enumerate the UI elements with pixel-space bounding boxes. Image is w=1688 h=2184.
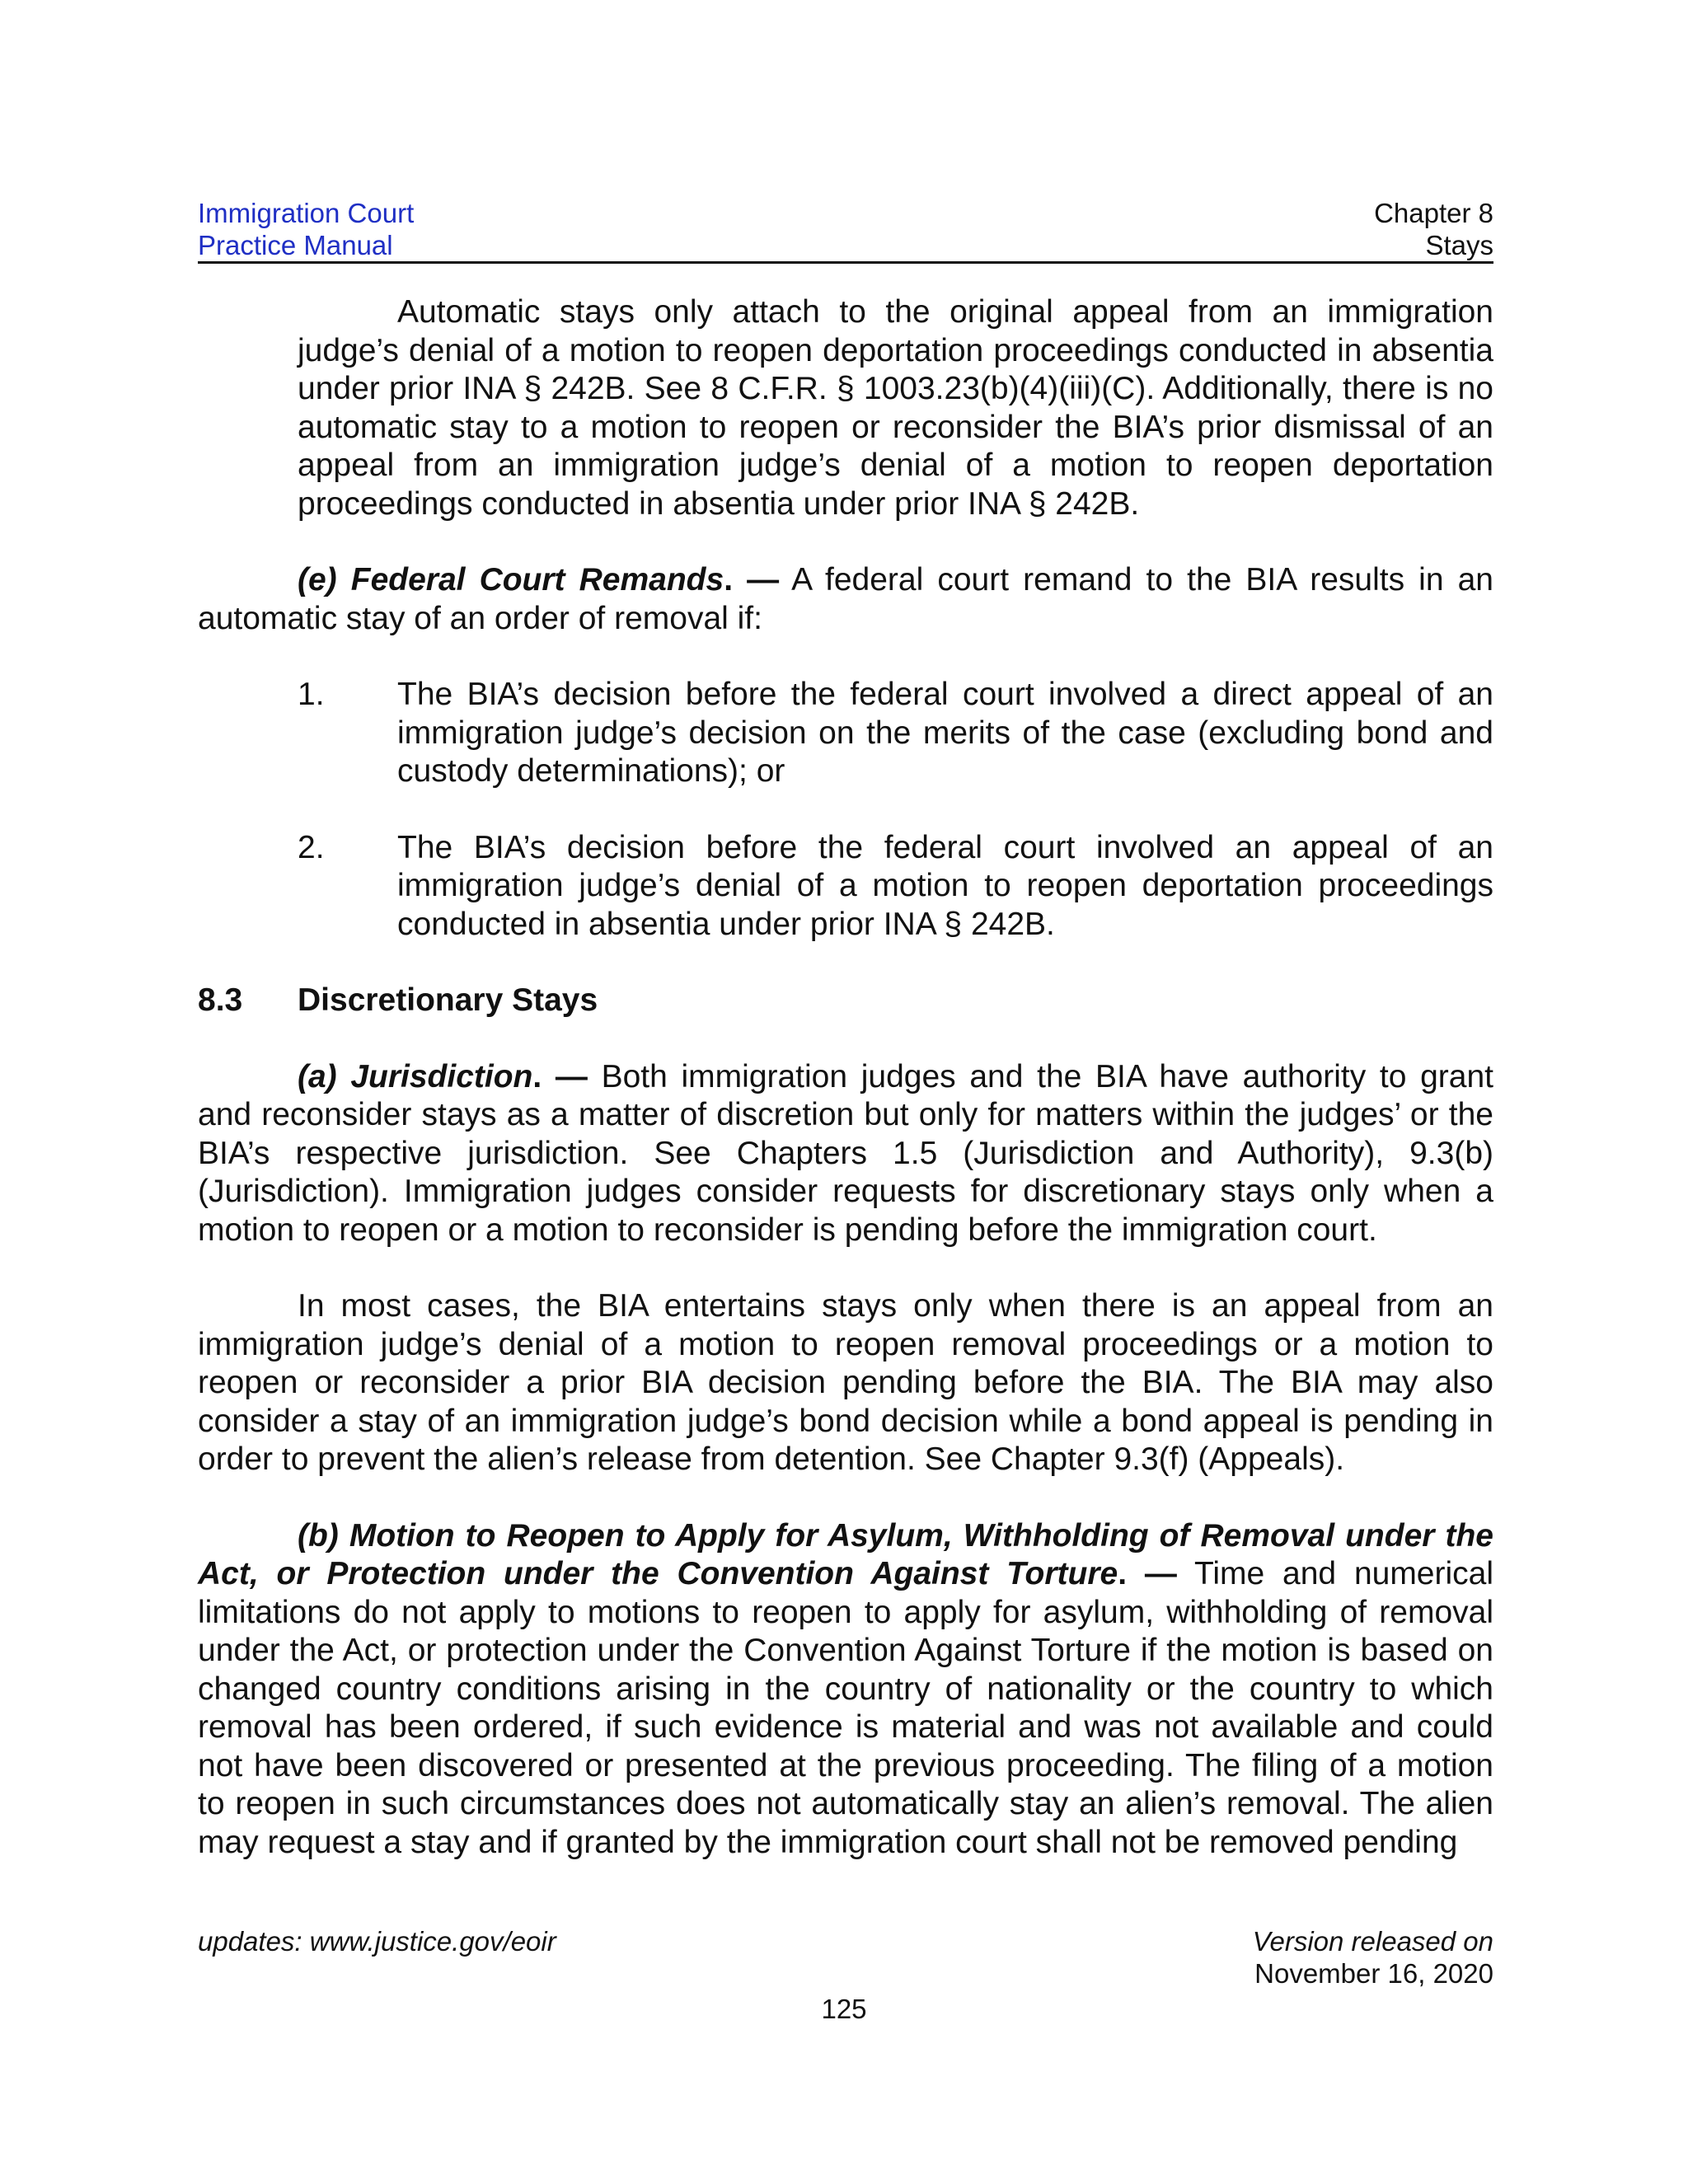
list-item-number: 1.	[298, 677, 325, 712]
page-header	[198, 197, 1493, 264]
subheading-jurisdiction: (a) Jurisdiction	[298, 1058, 533, 1094]
page-number: 125	[821, 1994, 867, 2024]
section-number: 8.3	[198, 982, 243, 1018]
header-title-line1: Immigration Court	[198, 198, 415, 228]
paragraph-most-cases: In most cases, the BIA entertains stays only when there is an appeal from an immigration judge’s denial of a motion to reopen removal proceedings or a motion to reopen or reconsider a prior BIA decision pending before the BIA. The BIA may also consider a stay of an immigration judge’s bond decision while a bond appeal is pending in order to prevent the alien’s release from detention. See Chapter 9.3(f) (Appeals).	[198, 1288, 1493, 1477]
header-chapter-title: Stays	[1425, 230, 1493, 260]
list-item	[298, 676, 1493, 791]
subheading-dash: . —	[724, 562, 780, 598]
paragraph-jurisdiction	[198, 1058, 1493, 1250]
header-chapter	[1374, 197, 1493, 261]
footer-version-date: November 16, 2020	[1254, 1958, 1493, 1989]
section-heading	[198, 982, 1493, 1020]
paragraph-automatic-stays: Automatic stays only attach to the original appeal from an immigration judge’s denial of a motion to reopen deportation proceedings conducted in absentia under prior INA § 242B. See 8 C.F.R. § 1003.23(b)(4)(iii)(C). Additionally, there is no automatic stay to a motion to reopen or reconsider the BIA’s prior dismissal of an appeal from an immigration judge’s denial of a motion to reopen deportation proceedings conducted in absentia under prior INA § 242B.	[298, 294, 1493, 522]
header-manual-title	[198, 197, 414, 261]
subheading-motion-to-reopen: (b) Motion to Reopen to Apply for Asylum, Withholding of Removal under the Act, or Protection under the Convention Against Torture	[198, 1517, 1493, 1591]
header-title-line2: Practice Manual	[198, 230, 393, 260]
paragraph-text: Both immigration judges and the BIA have authority to grant and reconsider stays as a matter of discretion but only for matters within the judges’ or the BIA’s respective jurisdiction. See Chapters 1.5 (Jurisdiction and Authority), 9.3(b) (Jurisdiction). Immigration judges consider requests for discretionary stays only when a motion to reopen or a motion to reconsider is pending before the immigration court.	[198, 1058, 1494, 1248]
subheading-federal-court-remands: (e) Federal Court Remands	[298, 562, 724, 598]
list-item-text: The BIA’s decision before the federal court involved an appeal of an immigration judge’s denial of a motion to reopen deportation proceedings conducted in absentia under prior INA § 242B.	[397, 829, 1493, 942]
list-item-number: 2.	[298, 829, 325, 865]
footer-version	[1253, 1925, 1493, 1990]
header-chapter-number: Chapter 8	[1374, 198, 1493, 228]
list-item	[298, 829, 1493, 944]
list-item-text: The BIA’s decision before the federal court involved a direct appeal of an immigration judge’s decision on the merits of the case (excluding bond and custody determinations); or	[397, 677, 1493, 789]
paragraph-text: A federal court remand to the BIA results in an automatic stay of an order of removal if:	[198, 562, 1493, 636]
paragraph-motion-to-reopen	[198, 1517, 1493, 1863]
subheading-dash: . —	[1118, 1556, 1177, 1591]
footer-updates-url: updates: www.justice.gov/eoir	[198, 1926, 556, 1957]
subheading-dash: . —	[532, 1058, 588, 1094]
paragraph-text: Time and numerical limitations do not apply to motions to reopen to apply for asylum, withholding of removal under the Act, or protection under the Convention Against Torture if the motion is based on changed country conditions arising in the country of nationality or the country to which removal has been ordered, if such evidence is material and was not available and could not have been discovered or presented at the previous proceeding. The filing of a motion to reopen in such circumstances does not automatically stay an alien’s removal. The alien may request a stay and if granted by the immigration court shall not be removed pending	[198, 1556, 1494, 1860]
footer-version-label: Version released on	[1252, 1926, 1493, 1957]
paragraph-federal-court-remands	[198, 561, 1493, 638]
page-body	[198, 293, 1493, 1862]
section-title: Discretionary Stays	[298, 982, 598, 1018]
